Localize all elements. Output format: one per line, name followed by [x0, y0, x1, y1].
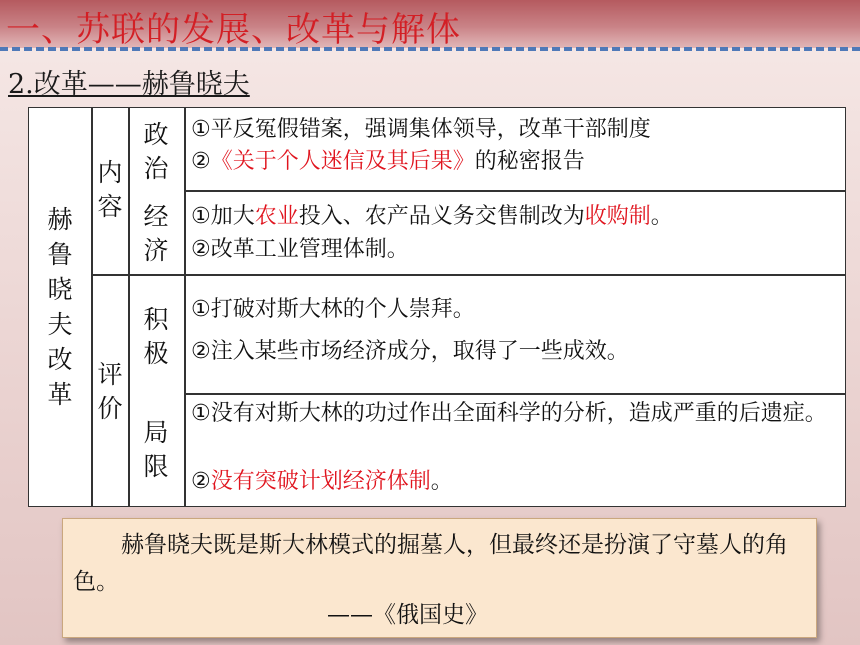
positive-line-2: ②注入某些市场经济成分，取得了一些成效。 — [191, 339, 629, 364]
table-divider — [184, 108, 186, 506]
politics-line-2: ②《关于个人迷信及其后果》的秘密报告 — [191, 149, 585, 174]
page-title: 一、苏联的发展、改革与解体 — [6, 10, 461, 50]
economy-line-2: ②改革工业管理体制。 — [191, 237, 409, 262]
row-label-economy: 经 济 — [143, 202, 169, 265]
economy-line-1: ①加大农业投入、农产品义务交售制改为收购制。 — [191, 204, 673, 229]
row-label-limits: 局 限 — [143, 418, 169, 481]
limits-line-2: ②没有突破计划经济体制。 — [191, 469, 453, 494]
group-label-eval: 评 价 — [97, 360, 123, 423]
table-divider — [128, 108, 130, 506]
limits-line-1: ①没有对斯大林的功过作出全面科学的分析，造成严重的后遗症。 — [191, 401, 827, 426]
row-label-positive: 积 极 — [143, 305, 169, 368]
dashed-divider — [0, 47, 860, 51]
quote-source: ——《俄国史》 — [327, 602, 488, 628]
reform-table — [28, 107, 846, 507]
politics-line-1: ①平反冤假错案，强调集体领导，改革干部制度 — [191, 117, 651, 142]
main-label: 赫 鲁 晓 夫 改 革 — [47, 205, 73, 409]
table-divider — [184, 190, 845, 192]
row-label-politics: 政 治 — [143, 120, 169, 183]
quote-text: 赫鲁晓夫既是斯大林模式的掘墓人，但最终还是扮演了守墓人的角色。 — [73, 532, 788, 595]
table-divider — [91, 274, 845, 276]
positive-line-1: ①打破对斯大林的个人崇拜。 — [191, 297, 475, 322]
group-label-content: 内 容 — [97, 158, 123, 221]
table-divider — [184, 393, 845, 395]
quote-box — [62, 518, 817, 638]
section-subtitle: 2.改革——赫鲁晓夫 — [8, 69, 250, 100]
